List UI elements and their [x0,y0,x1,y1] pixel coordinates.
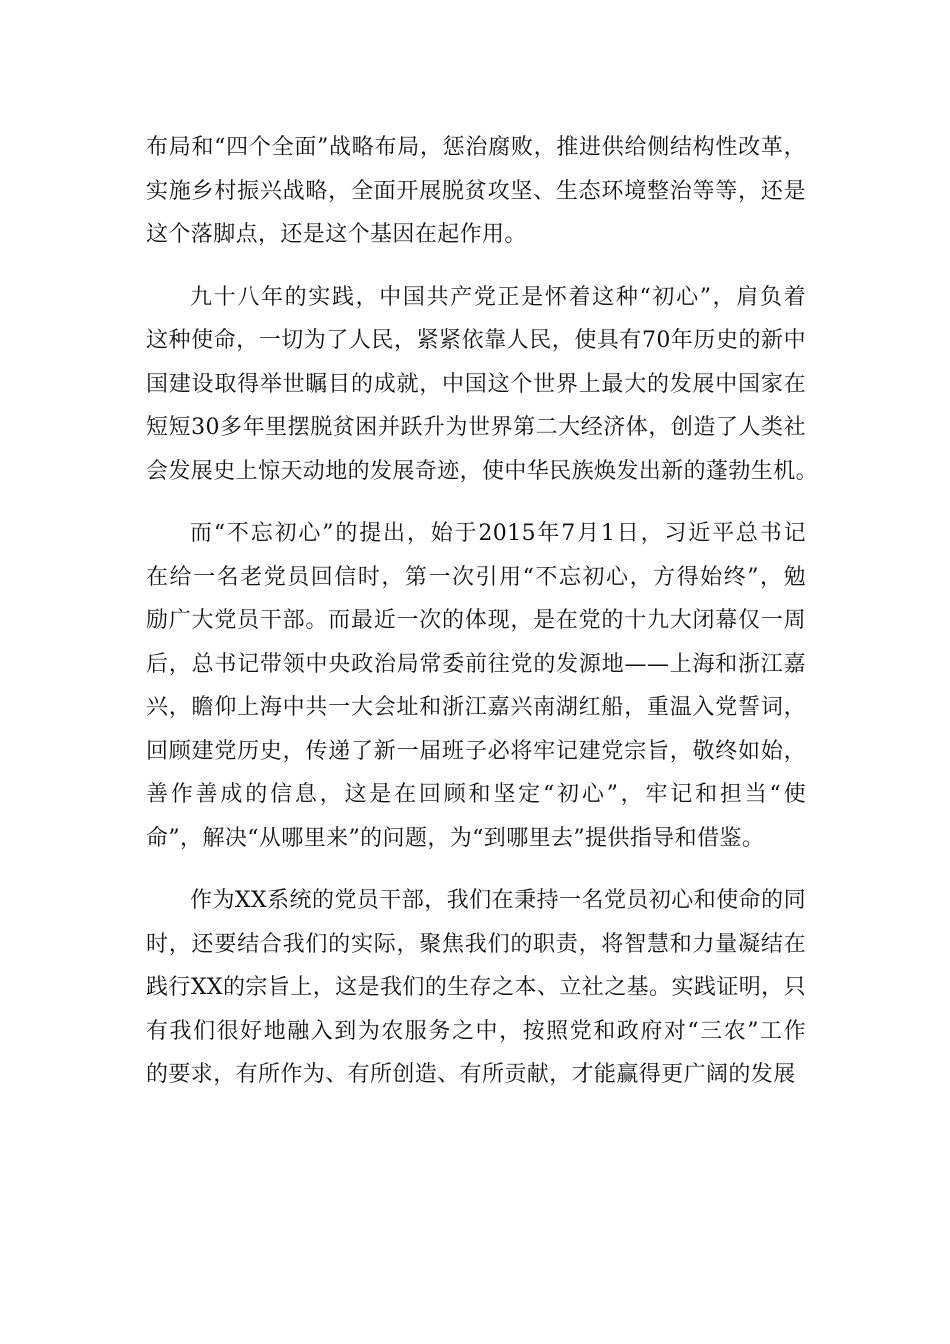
text-line: 践行XX的宗旨上，这是我们的生存之本、立社之基。实践证明，只 [146,975,806,1000]
text-line: 而“不忘初心”的提出，始于2015年7月1日，习近平总书记 [190,521,806,546]
text-line: 短短30多年里摆脱贫困并跃升为世界第二大经济体，创造了人类社 [146,415,806,440]
text-line: 励广大党员干部。而最近一次的体现，是在党的十九大闭幕仅一周 [146,608,806,633]
text-line: 实施乡村振兴战略，全面开展脱贫攻坚、生态环境整治等等，还是 [146,178,806,204]
text-line: 时，还要结合我们的实际，聚焦我们的职责，将智慧和力量凝结在 [146,931,806,957]
document-body [146,126,819,1116]
text-line: 会发展史上惊天动地的发展奇迹，使中华民族焕发出新的蓬勃生机。 [146,458,819,484]
text-line: 兴，瞻仰上海中共一大会址和浙江嘉兴南湖红船，重温入党誓词， [146,695,806,720]
text-line: 这种使命，一切为了人民，紧紧依靠人民，使具有70年历史的新中 [146,328,806,353]
text-line: 这个落脚点，还是这个基因在起作用。 [146,222,527,247]
text-line: 九十八年的实践，中国共产党正是怀着这种“初心”，肩负着 [190,284,806,310]
text-line: 的要求，有所作为、有所创造、有所贡献，才能赢得更广阔的发展 [146,1062,796,1087]
text-line: 回顾建党历史，传递了新一届班子必将牢记建党宗旨，敬终如始， [146,738,806,764]
paragraph-3 [146,512,806,860]
text-line: 作为XX系统的党员干部，我们在秉持一名党员初心和使命的同 [190,888,806,913]
text-line: 命”，解决“从哪里来”的问题，为“到哪里去”提供指导和借鉴。 [146,825,765,851]
text-line: 后，总书记带领中央政治局常委前往党的发源地——上海和浙江嘉 [146,651,806,677]
text-line: 有我们很好地融入到为农服务之中，按照党和政府对“三农”工作 [146,1018,806,1044]
text-line: 国建设取得举世瞩目的成就，中国这个世界上最大的发展中国家在 [146,371,806,397]
text-line: 善作善成的信息，这是在回顾和坚定“初心”，牢记和担当“使 [146,782,806,807]
text-line: 布局和“四个全面”战略布局，惩治腐败，推进供给侧结构性改革， [146,135,806,160]
paragraph-2 [146,276,819,494]
text-line: 在给一名老党员回信时，第一次引用“不忘初心，方得始终”，勉 [146,564,806,590]
paragraph-1 [146,126,806,257]
paragraph-4 [146,879,806,1097]
